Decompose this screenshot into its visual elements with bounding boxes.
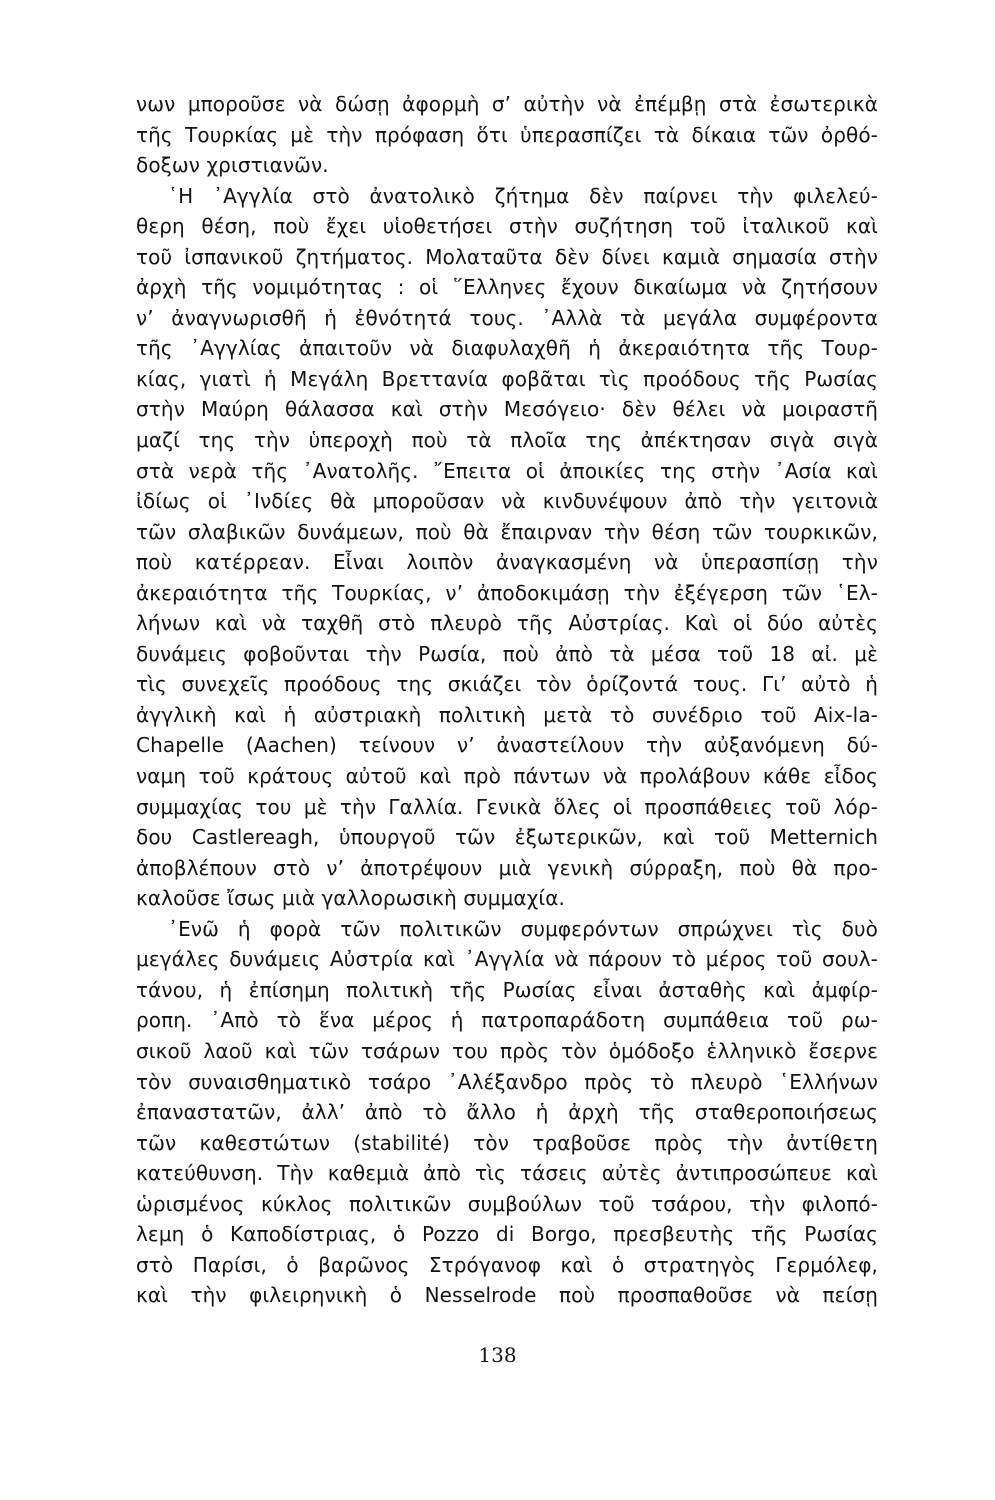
text-line: σικοῦ λαοῦ καὶ τῶν τσάρων του πρὸς τὸν ὁμόδοξο ἑλληνικὸ ἔσερνε xyxy=(136,1038,878,1063)
text-line: στὴν Μαύρη θάλασσα καὶ στὴν Μεσόγειο· δὲν θέλει νὰ μοιραστῆ xyxy=(136,397,878,422)
text-line: λήνων καὶ νὰ ταχθῆ στὸ πλευρὸ τῆς Αὐστρίας. Καὶ οἱ δύο αὐτὲς xyxy=(136,611,878,636)
body-text xyxy=(136,89,878,1311)
text-line: τοῦ ἰσπανικοῦ ζητήματος. Μολαταῦτα δὲν δίνει καμιὰ σημασία στὴν xyxy=(136,244,878,269)
text-line: καὶ τὴν φιλειρηνικὴ ὁ Nesselrode ποὺ προσπαθοῦσε νὰ πείσῃ xyxy=(136,1283,878,1308)
text-line: λεμη ὁ Καποδίστριας, ὁ Pozzo di Borgo, πρεσβευτὴς τῆς Ρωσίας xyxy=(136,1222,878,1247)
text-line: δυνάμεις φοβοῦνται τὴν Ρωσία, ποὺ ἀπὸ τὰ μέσα τοῦ 18 αἰ. μὲ xyxy=(136,641,878,666)
text-line: στὸ Παρίσι, ὁ βαρῶνος Στρόγανοφ καὶ ὁ στρατηγὸς Γερμόλεφ, xyxy=(136,1252,878,1277)
text-line: τῶν καθεστώτων (stabilité) τὸν τραβοῦσε πρὸς τὴν ἀντίθετη xyxy=(136,1130,878,1155)
text-line: ἐπαναστατῶν, ἀλλ’ ἀπὸ τὸ ἄλλο ἡ ἀρχὴ τῆς σταθεροποιήσεως xyxy=(136,1100,878,1125)
text-line: κατεύθυνση. Τὴν καθεμιὰ ἀπὸ τὶς τάσεις αὐτὲς ἀντιπροσώπευε καὶ xyxy=(136,1161,878,1186)
text-line: τῶν σλαβικῶν δυνάμεων, ποὺ θὰ ἔπαιρναν τὴν θέση τῶν τουρκικῶν, xyxy=(136,519,878,544)
text-line: θερη θέση, ποὺ ἔχει υἱοθετήσει στὴν συζήτηση τοῦ ἰταλικοῦ καὶ xyxy=(136,214,878,239)
text-line: ὡρισμένος κύκλος πολιτικῶν συμβούλων τοῦ τσάρου, τὴν φιλοπό- xyxy=(136,1191,878,1216)
text-line: τάνου, ἡ ἐπίσημη πολιτικὴ τῆς Ρωσίας εἶναι ἀσταθὴς καὶ ἀμφίρ- xyxy=(136,977,878,1002)
text-line: τὸν συναισθηματικὸ τσάρο ᾿Αλέξανδρο πρὸς τὸ πλευρὸ ῾Ελλήνων xyxy=(136,1069,878,1094)
text-line: τὶς συνεχεῖς προόδους της σκιάζει τὸν ὁρίζοντά τους. Γι’ αὐτὸ ἡ xyxy=(136,672,878,697)
text-line: ν’ ἀναγνωρισθῆ ἡ ἐθνότητά τους. ᾿Αλλὰ τὰ μεγάλα συμφέροντα xyxy=(136,305,878,330)
text-line: ᾿Ενῶ ἡ φορὰ τῶν πολιτικῶν συμφερόντων σπρώχνει τὶς δυὸ xyxy=(168,916,878,941)
text-line: ἀγγλικὴ καὶ ἡ αὐστριακὴ πολιτικὴ μετὰ τὸ συνέδριο τοῦ Aix-la- xyxy=(136,702,878,727)
text-line: ἀποβλέπουν στὸ ν’ ἀποτρέψουν μιὰ γενικὴ σύρραξη, ποὺ θὰ προ- xyxy=(136,855,878,880)
text-line: τῆς Τουρκίας μὲ τὴν πρόφαση ὅτι ὑπερασπίζει τὰ δίκαια τῶν ὀρθό- xyxy=(136,122,878,147)
text-line: τῆς ᾿Αγγλίας ἀπαιτοῦν νὰ διαφυλαχθῆ ἡ ἀκεραιότητα τῆς Τουρ- xyxy=(136,336,878,361)
text-line: Chapelle (Aachen) τείνουν ν’ ἀναστείλουν τὴν αὐξανόμενη δύ- xyxy=(136,733,878,758)
text-line: μεγάλες δυνάμεις Αὐστρία καὶ ᾿Αγγλία νὰ πάρουν τὸ μέρος τοῦ σουλ- xyxy=(136,947,878,972)
text-line: ῾Η ᾿Αγγλία στὸ ἀνατολικὸ ζήτημα δὲν παίρνει τὴν φιλελεύ- xyxy=(168,183,878,208)
text-line: ναμη τοῦ κράτους αὐτοῦ καὶ πρὸ πάντων νὰ προλάβουν κάθε εἶδος xyxy=(136,764,878,789)
text-line: δοξων χριστιανῶν. xyxy=(136,153,329,178)
text-line: μαζί της τὴν ὑπεροχὴ ποὺ τὰ πλοῖα της ἀπέκτησαν σιγὰ σιγὰ xyxy=(136,428,878,453)
text-line: ἀρχὴ τῆς νομιμότητας : οἱ ῞Ελληνες ἔχουν δικαίωμα νὰ ζητήσουν xyxy=(136,275,878,300)
text-line: ἰδίως οἱ ᾿Ινδίες θὰ μποροῦσαν νὰ κινδυνέψουν ἀπὸ τὴν γειτονιὰ xyxy=(136,489,878,514)
text-line: νων μποροῦσε νὰ δώσῃ ἀφορμὴ σ’ αὐτὴν νὰ ἐπέμβῃ στὰ ἐσωτερικὰ xyxy=(136,92,878,116)
text-line: δου Castlereagh, ὑπουργοῦ τῶν ἐξωτερικῶν, καὶ τοῦ Metternich xyxy=(136,825,878,850)
text-line: ροπη. ᾿Απὸ τὸ ἕνα μέρος ἡ πατροπαράδοτη συμπάθεια τοῦ ρω- xyxy=(136,1008,878,1033)
text-line: ἀκεραιότητα τῆς Τουρκίας, ν’ ἀποδοκιμάσῃ τὴν ἐξέγερση τῶν ῾Ελ- xyxy=(136,580,878,605)
page-number: 138 xyxy=(478,1343,517,1367)
text-line: καλοῦσε ἴσως μιὰ γαλλορωσικὴ συμμαχία. xyxy=(136,886,565,911)
text-line: ποὺ κατέρρεαν. Εἶναι λοιπὸν ἀναγκασμένη νὰ ὑπερασπίσῃ τὴν xyxy=(136,550,878,575)
text-line: συμμαχίας του μὲ τὴν Γαλλία. Γενικὰ ὅλες οἱ προσπάθειες τοῦ λόρ- xyxy=(136,794,878,819)
text-line: στὰ νερὰ τῆς ᾿Ανατολῆς. ῎Επειτα οἱ ἀποικίες της στὴν ᾿Ασία καὶ xyxy=(136,458,878,483)
text-line: κίας, γιατὶ ἡ Μεγάλη Βρεττανία φοβᾶται τὶς προόδους τῆς Ρωσίας xyxy=(136,366,878,391)
